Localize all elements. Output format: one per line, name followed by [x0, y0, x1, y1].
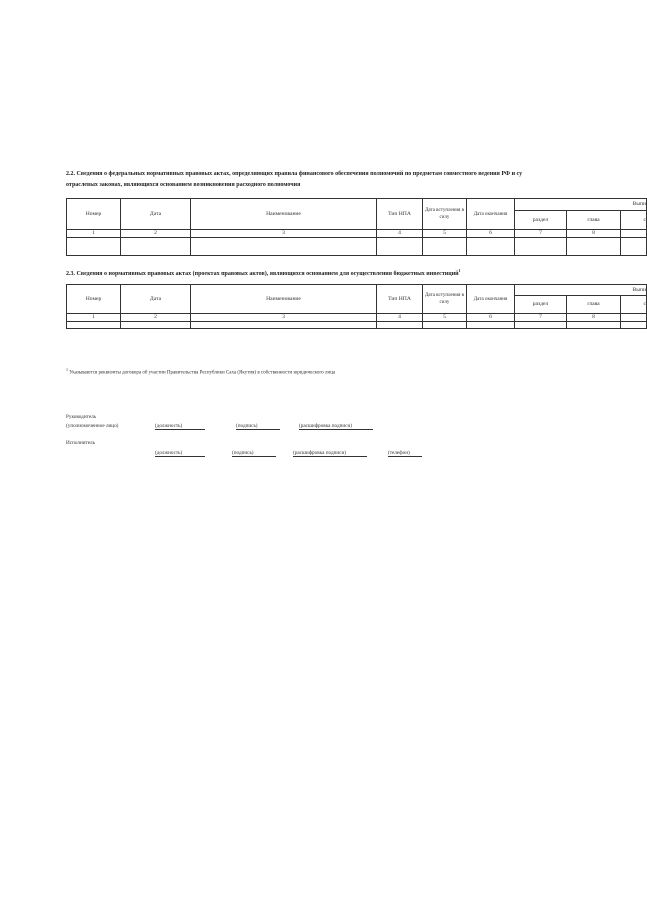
col-number-5: 5: [423, 230, 467, 238]
table-cell[interactable]: [515, 322, 567, 329]
section-2-3-table: [66, 284, 647, 329]
table-cell[interactable]: [67, 238, 121, 256]
header-name: Наименование: [191, 199, 377, 230]
table-cell[interactable]: [467, 322, 515, 329]
table-cell[interactable]: [121, 238, 191, 256]
executor-position-field[interactable]: (должность): [155, 450, 205, 457]
table-cell[interactable]: [377, 322, 423, 329]
table-cell[interactable]: [191, 238, 377, 256]
header-effective-date: Дата вступления в силу: [423, 285, 467, 314]
header-date: Дата: [121, 199, 191, 230]
col-number-5: 5: [423, 314, 467, 322]
col-number-6: 6: [467, 314, 515, 322]
header-section: раздел: [515, 296, 567, 314]
head-position-field[interactable]: (должность): [155, 423, 205, 430]
col-number-7: 7: [515, 314, 567, 322]
executor-transcript-field[interactable]: (расшифровка подписи): [293, 450, 367, 457]
head-sub-label: (уполномоченное лицо): [66, 423, 119, 429]
table-cell[interactable]: [467, 238, 515, 256]
head-transcript-field[interactable]: (расшифровка подписи): [299, 423, 373, 430]
header-section: раздел: [515, 211, 567, 230]
header-expiry-date: Дата окончания: [467, 285, 515, 314]
head-signature-field[interactable]: (подпись): [236, 423, 280, 430]
section-2-2-title-line2: отраслевых законах, являющихся основанием возникновения расходного полномочия: [66, 182, 301, 188]
table-cell[interactable]: [567, 238, 621, 256]
col-number-2: 2: [121, 230, 191, 238]
header-cut: с: [621, 296, 647, 314]
head-label: Руководитель: [66, 414, 97, 420]
table-cell[interactable]: [621, 322, 647, 329]
header-group: Выпи: [515, 199, 647, 211]
header-number: Номер: [67, 285, 121, 314]
header-group: Выпи: [515, 285, 647, 296]
col-number-1: 1: [67, 314, 121, 322]
header-effective-date: Дата вступления в силу: [423, 199, 467, 230]
table-cell[interactable]: [67, 322, 121, 329]
col-number-2: 2: [121, 314, 191, 322]
header-expiry-date: Дата окончания: [467, 199, 515, 230]
header-cut: с: [621, 211, 647, 230]
table-cell[interactable]: [121, 322, 191, 329]
col-number-8: 8: [567, 314, 621, 322]
table-cell[interactable]: [567, 322, 621, 329]
section-2-2-title-line1: 2.2. Сведения о федеральных нормативных правовых актах, определяющих правила финансового обеспечения полномочий по предметам совместного ведения РФ и су: [66, 171, 523, 177]
header-name: Наименование: [191, 285, 377, 314]
col-number-7: 7: [515, 230, 567, 238]
header-type: Тип НПА: [377, 285, 423, 314]
executor-phone-field[interactable]: (телефон): [388, 450, 422, 457]
table-cell[interactable]: [423, 238, 467, 256]
section-2-2-table: [66, 198, 647, 256]
header-article: глава: [567, 296, 621, 314]
col-number-4: 4: [377, 230, 423, 238]
header-type: Тип НПА: [377, 199, 423, 230]
table-cell[interactable]: [377, 238, 423, 256]
table-cell[interactable]: [621, 238, 647, 256]
col-number-1: 1: [67, 230, 121, 238]
table-cell[interactable]: [515, 238, 567, 256]
section-2-3-title: 2.3. Сведения о нормативных правовых актах (проектах правовых актов), являющихся основанием для осуществления бюджетных инвестиций$^1$: [66, 268, 461, 277]
col-number-6: 6: [467, 230, 515, 238]
header-number: Номер: [67, 199, 121, 230]
footnote: $^1$ Указываются реквизиты договора об участии Правительства Республики Саха (Якутия) в собственности юридического лица: [66, 367, 336, 376]
col-number-3: 3: [191, 314, 377, 322]
executor-signature-field[interactable]: (подпись): [232, 450, 276, 457]
executor-label: Исполнитель: [66, 440, 96, 446]
col-number-4: 4: [377, 314, 423, 322]
table-cell[interactable]: [423, 322, 467, 329]
table-cell[interactable]: [191, 322, 377, 329]
header-date: Дата: [121, 285, 191, 314]
col-number-3: 3: [191, 230, 377, 238]
col-number-8: 8: [567, 230, 621, 238]
header-article: глава: [567, 211, 621, 230]
